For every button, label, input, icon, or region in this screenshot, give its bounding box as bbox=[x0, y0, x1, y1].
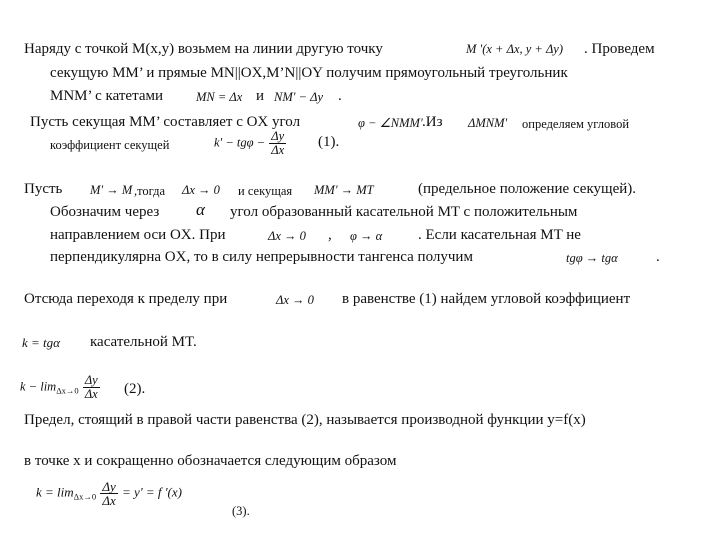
formula-dx-to-0: Δx → 0 bbox=[276, 293, 314, 307]
text-line: Отсюда переходя к пределу при bbox=[24, 291, 228, 307]
numerator: Δy bbox=[271, 129, 285, 143]
equation-label: (2). bbox=[124, 381, 146, 397]
formula-slope-secant bbox=[214, 130, 287, 157]
denominator: Δx bbox=[271, 143, 285, 157]
text-line: Пусть bbox=[24, 181, 63, 197]
formula-tg-limit: tgφ → tgα bbox=[566, 251, 618, 265]
text-line: (предельное положение секущей). bbox=[418, 181, 636, 197]
denominator: Δx bbox=[102, 493, 116, 508]
text-line: определяем угловой bbox=[522, 117, 630, 131]
formula-part: k − lim bbox=[20, 379, 57, 394]
fraction bbox=[100, 480, 117, 507]
text-line: , bbox=[328, 227, 332, 243]
formula-point-m-prime: M '(x + Δx, y + Δy) bbox=[466, 42, 564, 56]
text-line: секущую MM’ и прямые MN||OX,M’N||OY получим прямоугольный треугольник bbox=[50, 65, 568, 81]
text-line: коэффициент секущей bbox=[50, 138, 170, 152]
text-line: . Проведем bbox=[584, 41, 655, 57]
formula-dx-to-0: Δx → 0 bbox=[182, 183, 220, 197]
formula-triangle: ΔMNM' bbox=[468, 116, 508, 130]
text-line: ,тогда bbox=[134, 184, 166, 198]
formula-m-to-m: M' → M bbox=[90, 183, 133, 197]
text-line: Предел, стоящий в правой части равенства (2), называется производной функции y=f(x) bbox=[24, 412, 586, 428]
text-line: . Если касательная MT не bbox=[418, 227, 581, 243]
text-line: . bbox=[338, 88, 342, 104]
formula-part: = y' = f '(x) bbox=[122, 484, 182, 500]
formula-k-tangent: k = tgα bbox=[22, 335, 60, 350]
text-line: угол образованный касательной MT с положительным bbox=[230, 204, 578, 220]
fraction bbox=[83, 374, 100, 401]
fraction bbox=[269, 130, 286, 157]
text-line: в равенстве (1) найдем угловой коэффициент bbox=[342, 291, 631, 307]
text-line: Наряду с точкой M(x,y) возьмем на линии другую точку bbox=[24, 41, 383, 57]
text-line: MNM’ с катетами bbox=[50, 88, 164, 104]
formula-part: k = lim bbox=[36, 484, 74, 500]
text-line: касательной MT. bbox=[90, 334, 197, 350]
text-line: .Из bbox=[422, 114, 443, 130]
numerator: Δy bbox=[84, 373, 98, 387]
formula-alpha: α bbox=[196, 200, 205, 219]
formula-secant-to-tangent: MM' → MT bbox=[314, 183, 374, 197]
text-line: и секущая bbox=[238, 184, 293, 198]
text-line: Обозначим через bbox=[50, 204, 160, 220]
formula-mn: MN = Δx bbox=[196, 90, 243, 104]
formula-part: k' − tgφ − bbox=[214, 135, 266, 150]
denominator: Δx bbox=[84, 387, 98, 401]
formula-phi: φ − ∠NMM' bbox=[358, 116, 423, 130]
formula-phi-to-alpha: φ → α bbox=[350, 229, 383, 243]
equation-label: (1). bbox=[318, 134, 340, 150]
text-line: перпендикулярна OX, то в силу непрерывности тангенса получим bbox=[50, 249, 473, 265]
formula-nm: NM' − Δy bbox=[274, 90, 323, 104]
formula-derivative-definition bbox=[36, 480, 182, 507]
formula-derivative-limit bbox=[20, 374, 101, 401]
limit-subscript: Δx→0 bbox=[56, 385, 79, 396]
numerator: Δy bbox=[102, 479, 116, 494]
equation-label: (3). bbox=[232, 504, 250, 518]
limit-subscript: Δx→0 bbox=[73, 491, 97, 502]
text-line: . bbox=[656, 249, 660, 265]
text-line: Пусть секущая MM’ составляет с OX угол bbox=[30, 114, 301, 130]
text-line: направлением оси OX. При bbox=[50, 227, 226, 243]
text-line: в точке x и сокращенно обозначается следующим образом bbox=[24, 453, 397, 469]
formula-dx-to-0: Δx → 0 bbox=[268, 229, 306, 243]
text-line: и bbox=[256, 88, 265, 104]
